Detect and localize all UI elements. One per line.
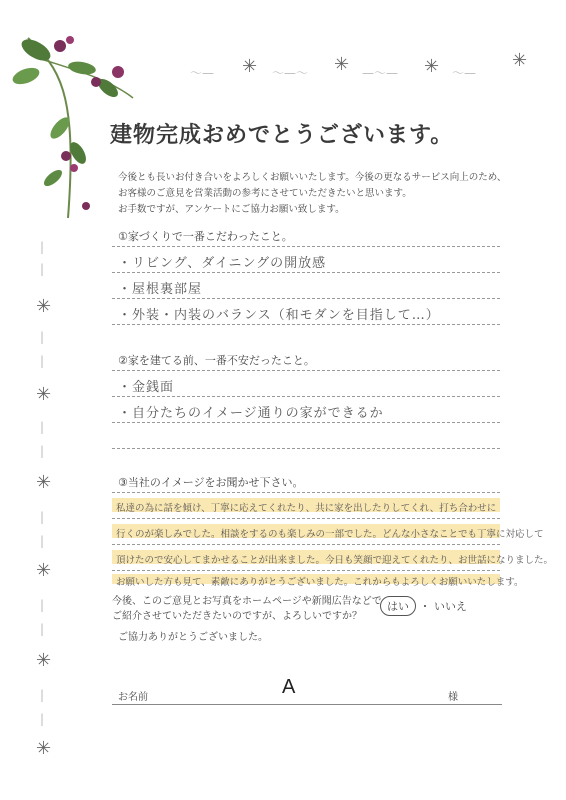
- answer-line: [112, 246, 500, 247]
- star-decoration: ✳: [242, 56, 258, 77]
- q2-answer-2: ・自分たちのイメージ通りの家ができるか: [118, 406, 384, 421]
- consent-choices: [380, 596, 467, 616]
- answer-line: [112, 324, 500, 325]
- intro-text: [118, 170, 518, 218]
- consent-question: [112, 594, 382, 624]
- dash-decoration: |: [40, 688, 45, 702]
- star-decoration: ✳: [334, 54, 350, 75]
- dash-decoration: 〜—: [190, 66, 215, 80]
- star-decoration: ✳: [36, 560, 52, 581]
- answer-line: [112, 570, 500, 571]
- star-decoration: ✳: [36, 384, 52, 405]
- star-decoration: ✳: [36, 472, 52, 493]
- name-label: お名前: [118, 692, 148, 703]
- star-decoration: ✳: [36, 738, 52, 759]
- question-3-heading: ③当社のイメージをお聞かせ下さい。: [118, 476, 304, 489]
- q1-answer-2: ・屋根裏部屋: [118, 282, 203, 297]
- answer-line: [112, 518, 500, 519]
- name-underline: [112, 704, 502, 705]
- dash-decoration: |: [40, 712, 45, 726]
- question-1-heading: ①家づくりで一番こだわったこと。: [118, 230, 293, 243]
- dash-decoration: |: [40, 444, 45, 458]
- intro-line: 今後とも長いお付き合いをよろしくお願いいたします。今後の更なるサービス向上のため、: [118, 172, 507, 183]
- dash-decoration: |: [40, 262, 45, 276]
- answer-line: [112, 448, 500, 449]
- dash-decoration: |: [40, 354, 45, 368]
- dash-decoration: |: [40, 240, 45, 254]
- q3-answer-line-3: 頂けたので安心してまかせることが出来ました。今日も笑顔で迎えてくれたり、お世話になりました。: [116, 555, 554, 566]
- consent-line: ご紹介させていただきたいのですが、よろしいですか？: [112, 611, 362, 622]
- answer-line: [112, 544, 500, 545]
- q3-answer-line-4: お願いした方も見て、素敵にありがとうございました。これからもよろしくお願いいたします。: [116, 577, 524, 588]
- answer-line: [112, 396, 500, 397]
- star-decoration: ✳: [36, 296, 52, 317]
- q3-answer-line-2: 行くのが楽しみでした。相談をするのも楽しみの一部でした。どんな小さなことでも丁寧に対応して: [116, 529, 544, 540]
- star-decoration: ✳: [512, 50, 528, 71]
- answer-line: [112, 422, 500, 423]
- dash-decoration: |: [40, 598, 45, 612]
- q3-answer-line-1: 私達の為に話を傾け、丁寧に応えてくれたり、共に家を出したりしてくれ、打ち合わせに: [116, 503, 497, 514]
- no-option[interactable]: いいえ: [434, 600, 467, 613]
- q1-answer-3: ・外装・内装のバランス（和モダンを目指して…）: [118, 308, 440, 323]
- answer-line: [112, 370, 500, 371]
- star-decoration: ✳: [424, 56, 440, 77]
- name-suffix: 様: [448, 692, 458, 703]
- dash-decoration: 〜—: [452, 66, 477, 80]
- yes-option[interactable]: はい: [380, 596, 416, 616]
- dash-decoration: |: [40, 622, 45, 636]
- intro-line: お客様のご意見を営業活動の参考にさせていただきたいと思います。: [118, 188, 412, 199]
- dash-decoration: —〜—: [362, 66, 399, 80]
- question-2-heading: ②家を建てる前、一番不安だったこと。: [118, 354, 315, 367]
- answer-line: [112, 298, 500, 299]
- q2-answer-1: ・金銭面: [118, 380, 175, 395]
- name-field[interactable]: A: [282, 676, 296, 698]
- dash-decoration: |: [40, 330, 45, 344]
- consent-line: 今後、このご意見とお写真をホームページや新聞広告などで: [112, 596, 382, 607]
- dash-decoration: 〜—〜: [272, 66, 309, 80]
- thanks-text: ご協力ありがとうございました。: [118, 632, 268, 643]
- dash-decoration: |: [40, 420, 45, 434]
- intro-line: お手数ですが、アンケートにご協力お願い致します。: [118, 204, 345, 215]
- dash-decoration: |: [40, 510, 45, 524]
- dash-decoration: |: [40, 534, 45, 548]
- q1-answer-1: ・リビング、ダイニングの開放感: [118, 256, 327, 271]
- answer-line: [112, 492, 500, 493]
- answer-line: [112, 272, 500, 273]
- choice-separator: ・: [419, 600, 431, 613]
- star-decoration: ✳: [36, 650, 52, 671]
- page-title: 建物完成おめでとうございます。: [110, 123, 454, 148]
